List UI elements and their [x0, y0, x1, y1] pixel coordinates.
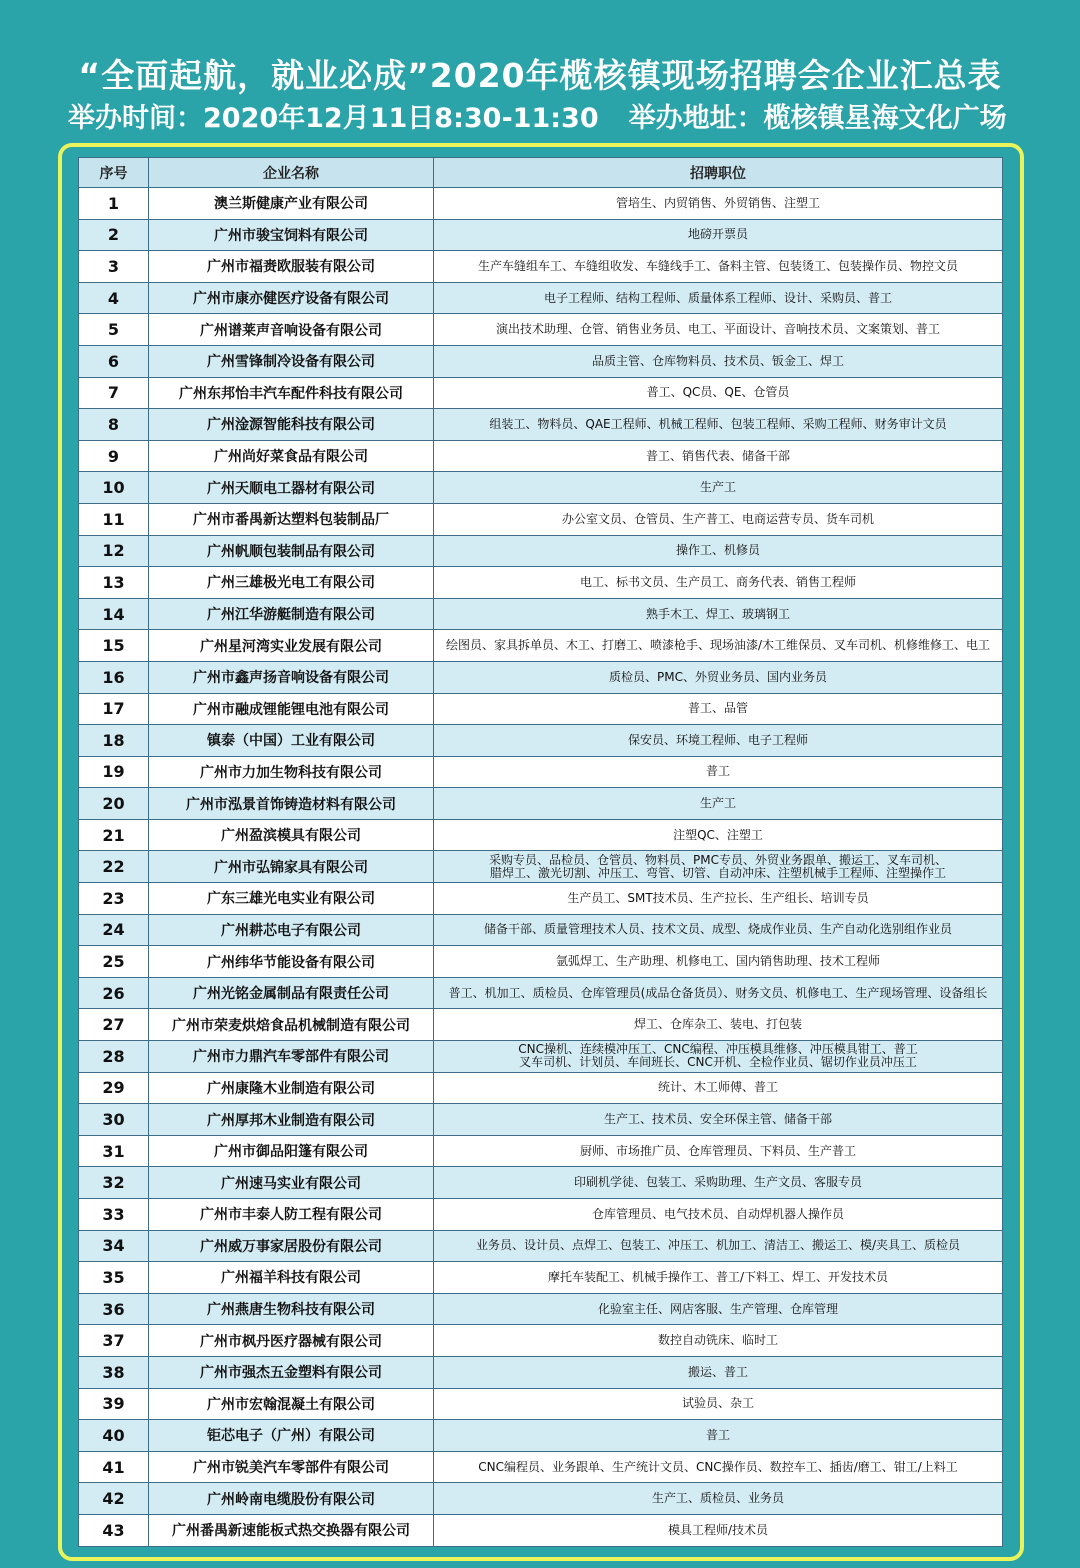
row-number: 14: [79, 598, 149, 630]
table-row: [79, 598, 1003, 630]
row-number: 37: [79, 1325, 149, 1357]
job-positions: 储备干部、质量管理技术人员、技术文员、成型、烧成作业员、生产自动化选别组作业员: [434, 914, 1003, 946]
table-row: [79, 503, 1003, 535]
job-positions: 保安员、环境工程师、电子工程师: [434, 725, 1003, 757]
row-number: 5: [79, 314, 149, 346]
row-number: 26: [79, 977, 149, 1009]
company-name: 广州市强杰五金塑料有限公司: [149, 1356, 434, 1388]
table-row: [79, 188, 1003, 220]
company-name: 广州帆顺包装制品有限公司: [149, 535, 434, 567]
row-number: 25: [79, 946, 149, 978]
row-number: 38: [79, 1356, 149, 1388]
table-row: [79, 219, 1003, 251]
row-number: 9: [79, 440, 149, 472]
company-name: 广州市枫丹医疗器械有限公司: [149, 1325, 434, 1357]
table-row: [79, 1072, 1003, 1104]
table-row: [79, 883, 1003, 915]
company-name: 广州厚邦木业制造有限公司: [149, 1104, 434, 1136]
company-name: 广州康隆木业制造有限公司: [149, 1072, 434, 1104]
company-name: 广州天顺电工器材有限公司: [149, 472, 434, 504]
row-number: 22: [79, 851, 149, 883]
row-number: 28: [79, 1041, 149, 1073]
company-name: 广州尚好菜食品有限公司: [149, 440, 434, 472]
table-row: [79, 630, 1003, 662]
table-row: [79, 914, 1003, 946]
company-name: 广州市福赉欧服装有限公司: [149, 251, 434, 283]
table-row: [79, 1420, 1003, 1452]
table-row: [79, 1325, 1003, 1357]
row-number: 3: [79, 251, 149, 283]
table-row: [79, 1230, 1003, 1262]
row-number: 1: [79, 188, 149, 220]
job-positions: CNC编程员、业务跟单、生产统计文员、CNC操作员、数控车工、插齿/磨工、钳工/上料工: [434, 1451, 1003, 1483]
job-positions: 演出技术助理、仓管、销售业务员、电工、平面设计、音响技术员、文案策划、普工: [434, 314, 1003, 346]
row-number: 31: [79, 1135, 149, 1167]
table-row: [79, 1041, 1003, 1073]
job-positions: 厨师、市场推广员、仓库管理员、下料员、生产普工: [434, 1135, 1003, 1167]
row-number: 20: [79, 788, 149, 820]
company-name: 广州市力加生物科技有限公司: [149, 756, 434, 788]
company-name: 广州市番禺新达塑料包装制品厂: [149, 503, 434, 535]
job-positions: 普工、品管: [434, 693, 1003, 725]
row-number: 8: [79, 409, 149, 441]
table-row: [79, 946, 1003, 978]
job-positions: 普工、机加工、质检员、仓库管理员(成品仓备货员）、财务文员、机修电工、生产现场管理、设备组长: [434, 977, 1003, 1009]
table-row: [79, 1483, 1003, 1515]
row-number: 27: [79, 1009, 149, 1041]
company-table-container: [78, 157, 1002, 1547]
job-positions: 采购专员、品检员、仓管员、物料员、PMC专员、外贸业务跟单、搬运工、叉车司机、 腊焊工、激光切割、冲压工、弯管、切管、自动冲床、注塑机械手工程师、注塑操作工: [434, 851, 1003, 883]
row-number: 30: [79, 1104, 149, 1136]
table-row: [79, 567, 1003, 599]
job-positions: 普工、销售代表、储备干部: [434, 440, 1003, 472]
company-name: 广州速马实业有限公司: [149, 1167, 434, 1199]
row-number: 11: [79, 503, 149, 535]
company-name: 广州盈滨模具有限公司: [149, 819, 434, 851]
job-positions: 地磅开票员: [434, 219, 1003, 251]
company-name: 广州江华游艇制造有限公司: [149, 598, 434, 630]
row-number: 35: [79, 1262, 149, 1294]
table-row: [79, 756, 1003, 788]
job-positions: 印刷机学徒、包装工、采购助理、生产文员、客服专员: [434, 1167, 1003, 1199]
company-name: 镇泰（中国）工业有限公司: [149, 725, 434, 757]
job-positions: 普工、QC员、QE、仓管员: [434, 377, 1003, 409]
row-number: 18: [79, 725, 149, 757]
row-number: 16: [79, 661, 149, 693]
column-header-number: 序号: [79, 158, 149, 188]
company-name: 广州福羊科技有限公司: [149, 1262, 434, 1294]
job-positions: 组装工、物料员、QAE工程师、机械工程师、包装工程师、采购工程师、财务审计文员: [434, 409, 1003, 441]
row-number: 15: [79, 630, 149, 662]
company-name: 广州市力鼎汽车零部件有限公司: [149, 1041, 434, 1073]
table-row: [79, 661, 1003, 693]
job-positions: 生产员工、SMT技术员、生产拉长、生产组长、培训专员: [434, 883, 1003, 915]
job-positions: 品质主管、仓库物料员、技术员、钣金工、焊工: [434, 345, 1003, 377]
job-positions: 普工: [434, 756, 1003, 788]
job-positions: 化验室主任、网店客服、生产管理、仓库管理: [434, 1293, 1003, 1325]
row-number: 12: [79, 535, 149, 567]
job-positions: 搬运、普工: [434, 1356, 1003, 1388]
table-row: [79, 788, 1003, 820]
table-row: [79, 1262, 1003, 1294]
company-name: 广州市荣麦烘焙食品机械制造有限公司: [149, 1009, 434, 1041]
table-row: [79, 251, 1003, 283]
company-name: 广州市弘锦家具有限公司: [149, 851, 434, 883]
job-positions: 生产工: [434, 788, 1003, 820]
company-name: 广州番禺新速能板式热交换器有限公司: [149, 1514, 434, 1546]
table-row: [79, 1104, 1003, 1136]
table-row: [79, 725, 1003, 757]
table-row: [79, 1135, 1003, 1167]
job-positions: 生产工: [434, 472, 1003, 504]
table-row: [79, 1356, 1003, 1388]
company-name: 广州岭南电缆股份有限公司: [149, 1483, 434, 1515]
row-number: 19: [79, 756, 149, 788]
row-number: 13: [79, 567, 149, 599]
table-row: [79, 1293, 1003, 1325]
job-positions: 模具工程师/技术员: [434, 1514, 1003, 1546]
row-number: 2: [79, 219, 149, 251]
company-name: 广州淦源智能科技有限公司: [149, 409, 434, 441]
row-number: 23: [79, 883, 149, 915]
company-name: 广州市融成锂能锂电池有限公司: [149, 693, 434, 725]
job-positions: 焊工、仓库杂工、装电、打包装: [434, 1009, 1003, 1041]
company-name: 澳兰斯健康产业有限公司: [149, 188, 434, 220]
company-name: 广州谱莱声音响设备有限公司: [149, 314, 434, 346]
row-number: 10: [79, 472, 149, 504]
row-number: 24: [79, 914, 149, 946]
job-positions: 数控自动铣床、临时工: [434, 1325, 1003, 1357]
table-row: [79, 1167, 1003, 1199]
row-number: 7: [79, 377, 149, 409]
job-positions: 生产车缝组车工、车缝组收发、车缝线手工、备料主管、包装烫工、包装操作员、物控文员: [434, 251, 1003, 283]
company-name: 广州星河湾实业发展有限公司: [149, 630, 434, 662]
company-name: 广州东邦怡丰汽车配件科技有限公司: [149, 377, 434, 409]
row-number: 6: [79, 345, 149, 377]
table-row: [79, 1199, 1003, 1231]
table-row: [79, 1388, 1003, 1420]
row-number: 42: [79, 1483, 149, 1515]
event-info: [68, 96, 1028, 135]
job-positions: 电子工程师、结构工程师、质量体系工程师、设计、采购员、普工: [434, 282, 1003, 314]
job-positions: CNC操机、连续模冲压工、CNC编程、冲压模具维修、冲压模具钳工、普工 叉车司机、计划员、车间班长、CNC开机、全检作业员、锯切作业员冲压工: [434, 1041, 1003, 1073]
event-time: 举办时间：2020年12月11日8:30-11:30: [68, 103, 599, 134]
table-row: [79, 977, 1003, 1009]
job-positions: 统计、木工师傅、普工: [434, 1072, 1003, 1104]
table-row: [79, 409, 1003, 441]
company-name: 广州威万事家居股份有限公司: [149, 1230, 434, 1262]
row-number: 41: [79, 1451, 149, 1483]
row-number: 40: [79, 1420, 149, 1452]
row-number: 29: [79, 1072, 149, 1104]
row-number: 32: [79, 1167, 149, 1199]
table-row: [79, 819, 1003, 851]
table-row: [79, 535, 1003, 567]
company-name: 广州燕唐生物科技有限公司: [149, 1293, 434, 1325]
page-title: “全面起航，就业必成”2020年榄核镇现场招聘会企业汇总表: [78, 56, 1002, 95]
table-row: [79, 282, 1003, 314]
row-number: 43: [79, 1514, 149, 1546]
company-name: 广州光铭金属制品有限责任公司: [149, 977, 434, 1009]
job-positions: 普工: [434, 1420, 1003, 1452]
row-number: 36: [79, 1293, 149, 1325]
company-name: 广州市宏翰混凝土有限公司: [149, 1388, 434, 1420]
company-name: 广州市康亦健医疗设备有限公司: [149, 282, 434, 314]
company-name: 广州市丰泰人防工程有限公司: [149, 1199, 434, 1231]
job-positions: 绘图员、家具拆单员、木工、打磨工、喷漆枪手、现场油漆/木工维保员、叉车司机、机修维修工、电工: [434, 630, 1003, 662]
job-positions: 电工、标书文员、生产员工、商务代表、销售工程师: [434, 567, 1003, 599]
column-header-positions: 招聘职位: [434, 158, 1003, 188]
job-positions: 业务员、设计员、点焊工、包装工、冲压工、机加工、清洁工、搬运工、模/夹具工、质检员: [434, 1230, 1003, 1262]
table-row: [79, 851, 1003, 883]
table-row: [79, 1514, 1003, 1546]
job-positions: 生产工、技术员、安全环保主管、储备干部: [434, 1104, 1003, 1136]
job-positions: 生产工、质检员、业务员: [434, 1483, 1003, 1515]
table-row: [79, 1451, 1003, 1483]
column-header-company: 企业名称: [149, 158, 434, 188]
job-positions: 操作工、机修员: [434, 535, 1003, 567]
job-positions: 氩弧焊工、生产助理、机修电工、国内销售助理、技术工程师: [434, 946, 1003, 978]
company-name: 广州三雄极光电工有限公司: [149, 567, 434, 599]
table-row: [79, 377, 1003, 409]
row-number: 33: [79, 1199, 149, 1231]
company-name: 广州市泓景首饰铸造材料有限公司: [149, 788, 434, 820]
table-row: [79, 314, 1003, 346]
row-number: 21: [79, 819, 149, 851]
company-name: 广州市锐美汽车零部件有限公司: [149, 1451, 434, 1483]
job-positions: 管培生、内贸销售、外贸销售、注塑工: [434, 188, 1003, 220]
job-positions: 办公室文员、仓管员、生产普工、电商运营专员、货车司机: [434, 503, 1003, 535]
company-table: [78, 157, 1003, 1547]
company-name: 钜芯电子（广州）有限公司: [149, 1420, 434, 1452]
company-name: 广州纬华节能设备有限公司: [149, 946, 434, 978]
table-row: [79, 472, 1003, 504]
job-positions: 仓库管理员、电气技术员、自动焊机器人操作员: [434, 1199, 1003, 1231]
table-header-row: [79, 158, 1003, 188]
table-row: [79, 440, 1003, 472]
job-positions: 试验员、杂工: [434, 1388, 1003, 1420]
company-name: 广州耕芯电子有限公司: [149, 914, 434, 946]
company-name: 广州雪锋制冷设备有限公司: [149, 345, 434, 377]
event-address: 举办地址：榄核镇星海文化广场: [628, 103, 1007, 134]
company-name: 广东三雄光电实业有限公司: [149, 883, 434, 915]
job-positions: 熟手木工、焊工、玻璃钢工: [434, 598, 1003, 630]
table-row: [79, 693, 1003, 725]
company-name: 广州市御品阳篷有限公司: [149, 1135, 434, 1167]
row-number: 34: [79, 1230, 149, 1262]
company-name: 广州市鑫声扬音响设备有限公司: [149, 661, 434, 693]
job-positions: 摩托车装配工、机械手操作工、普工/下料工、焊工、开发技术员: [434, 1262, 1003, 1294]
row-number: 39: [79, 1388, 149, 1420]
job-positions: 质检员、PMC、外贸业务员、国内业务员: [434, 661, 1003, 693]
table-row: [79, 1009, 1003, 1041]
company-name: 广州市骏宝饲料有限公司: [149, 219, 434, 251]
job-positions: 注塑QC、注塑工: [434, 819, 1003, 851]
row-number: 17: [79, 693, 149, 725]
table-row: [79, 345, 1003, 377]
row-number: 4: [79, 282, 149, 314]
